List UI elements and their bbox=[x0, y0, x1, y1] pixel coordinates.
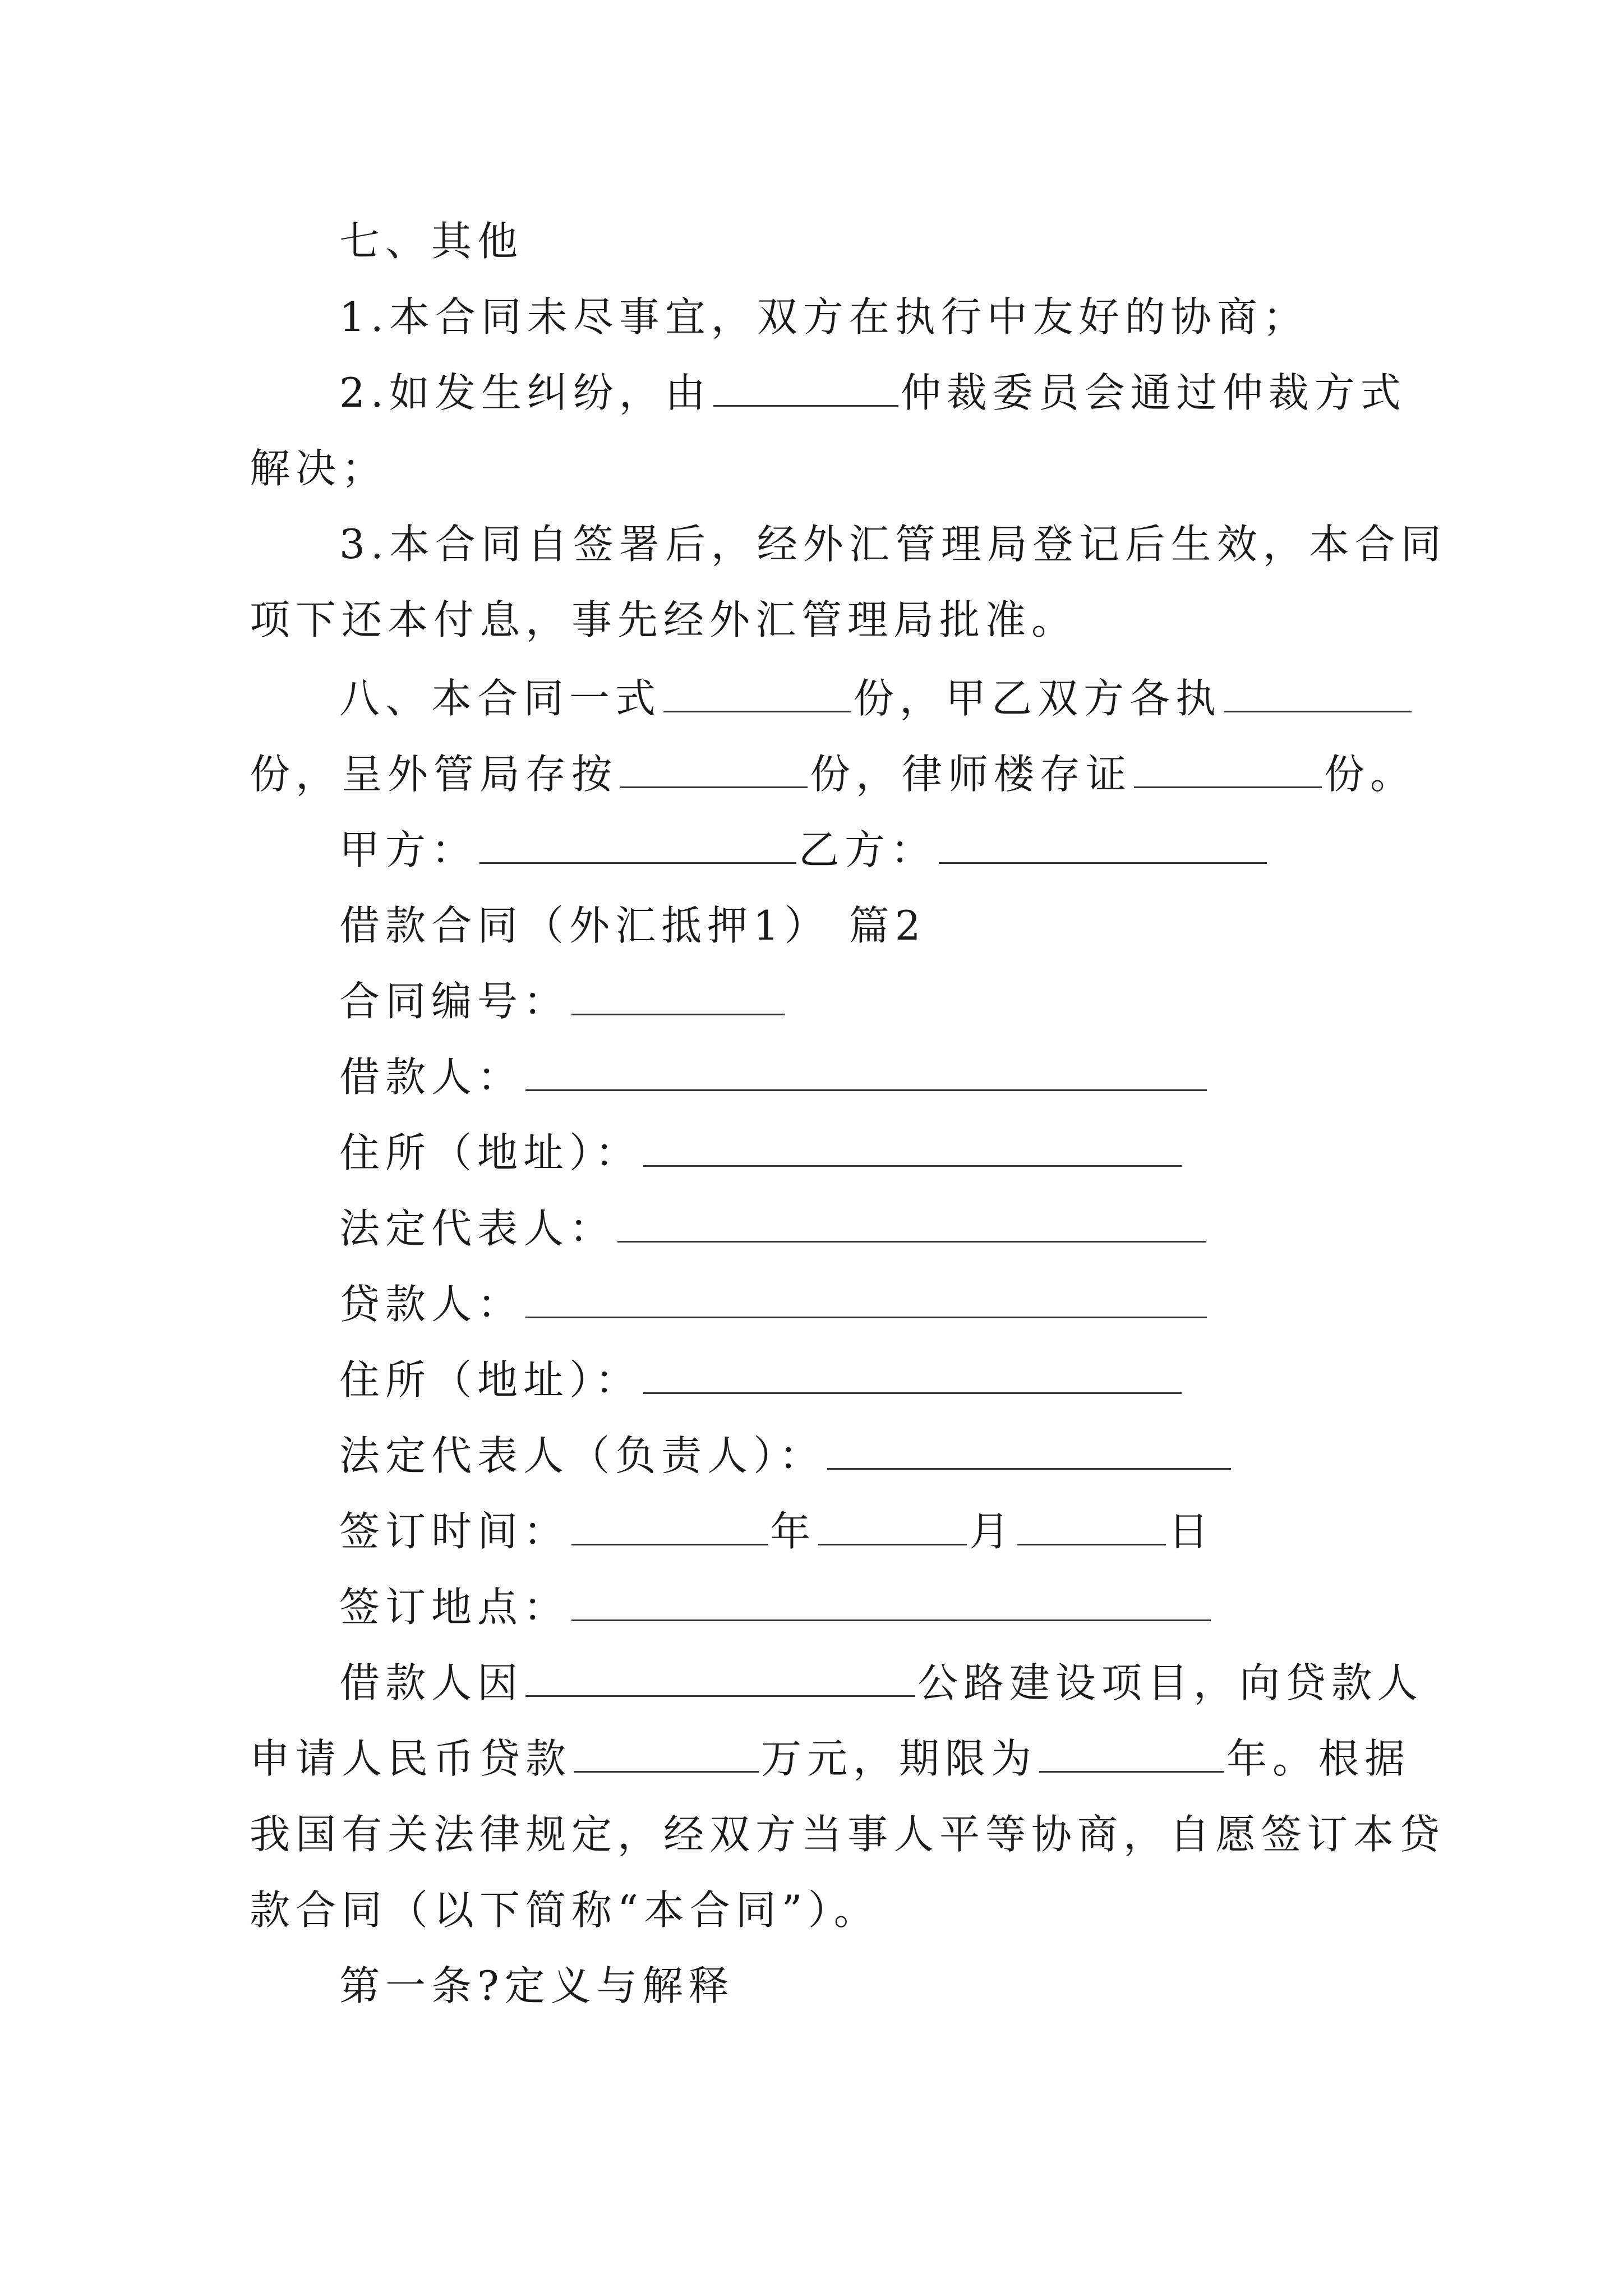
address-label: 住所（地址）： bbox=[339, 1129, 642, 1176]
section-8-line-1 bbox=[339, 670, 1414, 726]
contract-number-line bbox=[339, 973, 787, 1029]
text: 份。 bbox=[1324, 751, 1417, 798]
text: 份，律师楼存证 bbox=[810, 751, 1132, 798]
article-1-title: 第一条?定义与解释 bbox=[339, 1962, 735, 2009]
month-label: 月 bbox=[969, 1508, 1016, 1555]
borrower-legal-rep-line bbox=[339, 1200, 1209, 1257]
contract-number-label: 合同编号： bbox=[339, 978, 570, 1025]
signing-place-blank bbox=[571, 1582, 1211, 1621]
borrower-label: 借款人： bbox=[339, 1053, 524, 1101]
section-7-item-3-line-2: 项下还本付息，事先经外汇管理局批准。 bbox=[250, 596, 1078, 643]
term-blank bbox=[1039, 1734, 1224, 1773]
text: 份，甲乙双方各执 bbox=[854, 675, 1222, 722]
year-blank bbox=[571, 1507, 768, 1545]
borrower-blank bbox=[525, 1052, 1207, 1091]
lender-legal-rep-line bbox=[339, 1428, 1233, 1484]
copies-each-blank bbox=[1224, 674, 1412, 712]
section-7-item-3-line-1: 3.本合同自签署后，经外汇管理局登记后生效，本合同 bbox=[339, 521, 1447, 568]
lender-line bbox=[339, 1276, 1209, 1332]
text: 借款人因 bbox=[339, 1659, 524, 1706]
legal-rep-label: 法定代表人（负责人）： bbox=[339, 1432, 826, 1479]
text: 2.如发生纠纷，由 bbox=[339, 369, 711, 416]
lender-address-line bbox=[339, 1352, 1184, 1408]
borrower-line bbox=[339, 1049, 1209, 1105]
section-8-line-2 bbox=[250, 746, 1416, 802]
lender-legal-rep-blank bbox=[827, 1431, 1231, 1470]
lender-address-blank bbox=[643, 1355, 1182, 1394]
borrower-address-line bbox=[339, 1125, 1184, 1181]
signing-time-label: 签订时间： bbox=[339, 1508, 570, 1555]
party-signature-line bbox=[339, 822, 1269, 878]
signing-place-label: 签订地点： bbox=[339, 1584, 570, 1631]
signing-place-line bbox=[339, 1579, 1213, 1635]
lender-blank bbox=[525, 1280, 1207, 1318]
month-blank bbox=[818, 1507, 967, 1545]
text: 份，呈外管局存按 bbox=[250, 751, 618, 798]
body-line-3: 我国有关法律规定，经双方当事人平等协商，自愿签订本贷 bbox=[250, 1811, 1446, 1858]
year-label: 年 bbox=[770, 1508, 817, 1555]
text: 公路建设项目，向贷款人 bbox=[917, 1659, 1424, 1706]
borrower-address-blank bbox=[643, 1128, 1182, 1167]
party-a-blank bbox=[479, 825, 796, 864]
text: 年。根据 bbox=[1227, 1735, 1411, 1782]
body-line-1 bbox=[339, 1655, 1423, 1711]
party-a-label: 甲方： bbox=[339, 826, 478, 873]
lawyer-copies-blank bbox=[1134, 749, 1322, 788]
day-label: 日 bbox=[1168, 1508, 1215, 1555]
text: 八、本合同一式 bbox=[339, 675, 662, 722]
day-blank bbox=[1017, 1507, 1166, 1545]
amount-blank bbox=[574, 1734, 759, 1773]
party-b-blank bbox=[939, 825, 1267, 864]
party-b-label: 乙方： bbox=[799, 826, 937, 873]
copies-blank bbox=[663, 674, 851, 712]
project-blank bbox=[525, 1658, 915, 1697]
section-7-item-2-line-1 bbox=[339, 365, 1407, 421]
section-7-title: 七、其他 bbox=[339, 218, 524, 265]
section-7-item-1: 1.本合同未尽事宜，双方在执行中友好的协商； bbox=[339, 293, 1309, 341]
signing-time-line bbox=[339, 1503, 1214, 1559]
address-label: 住所（地址）： bbox=[339, 1356, 642, 1404]
lender-label: 贷款人： bbox=[339, 1281, 524, 1328]
contract-2-title: 借款合同（外汇抵押1） 篇2 bbox=[339, 902, 926, 949]
text: 万元，期限为 bbox=[761, 1735, 1038, 1782]
legal-rep-label: 法定代表人： bbox=[339, 1205, 616, 1252]
section-7-item-2-line-2: 解决； bbox=[250, 445, 388, 492]
text: 申请人民币贷款 bbox=[250, 1735, 572, 1782]
contract-number-blank bbox=[571, 977, 785, 1015]
text: 仲裁委员会通过仲裁方式 bbox=[900, 369, 1407, 416]
body-line-4: 款合同（以下简称“本合同”）。 bbox=[250, 1887, 880, 1934]
body-line-2 bbox=[250, 1731, 1410, 1787]
forex-copies-blank bbox=[620, 749, 808, 788]
borrower-legal-rep-blank bbox=[617, 1204, 1206, 1243]
arbitration-blank bbox=[713, 368, 898, 407]
